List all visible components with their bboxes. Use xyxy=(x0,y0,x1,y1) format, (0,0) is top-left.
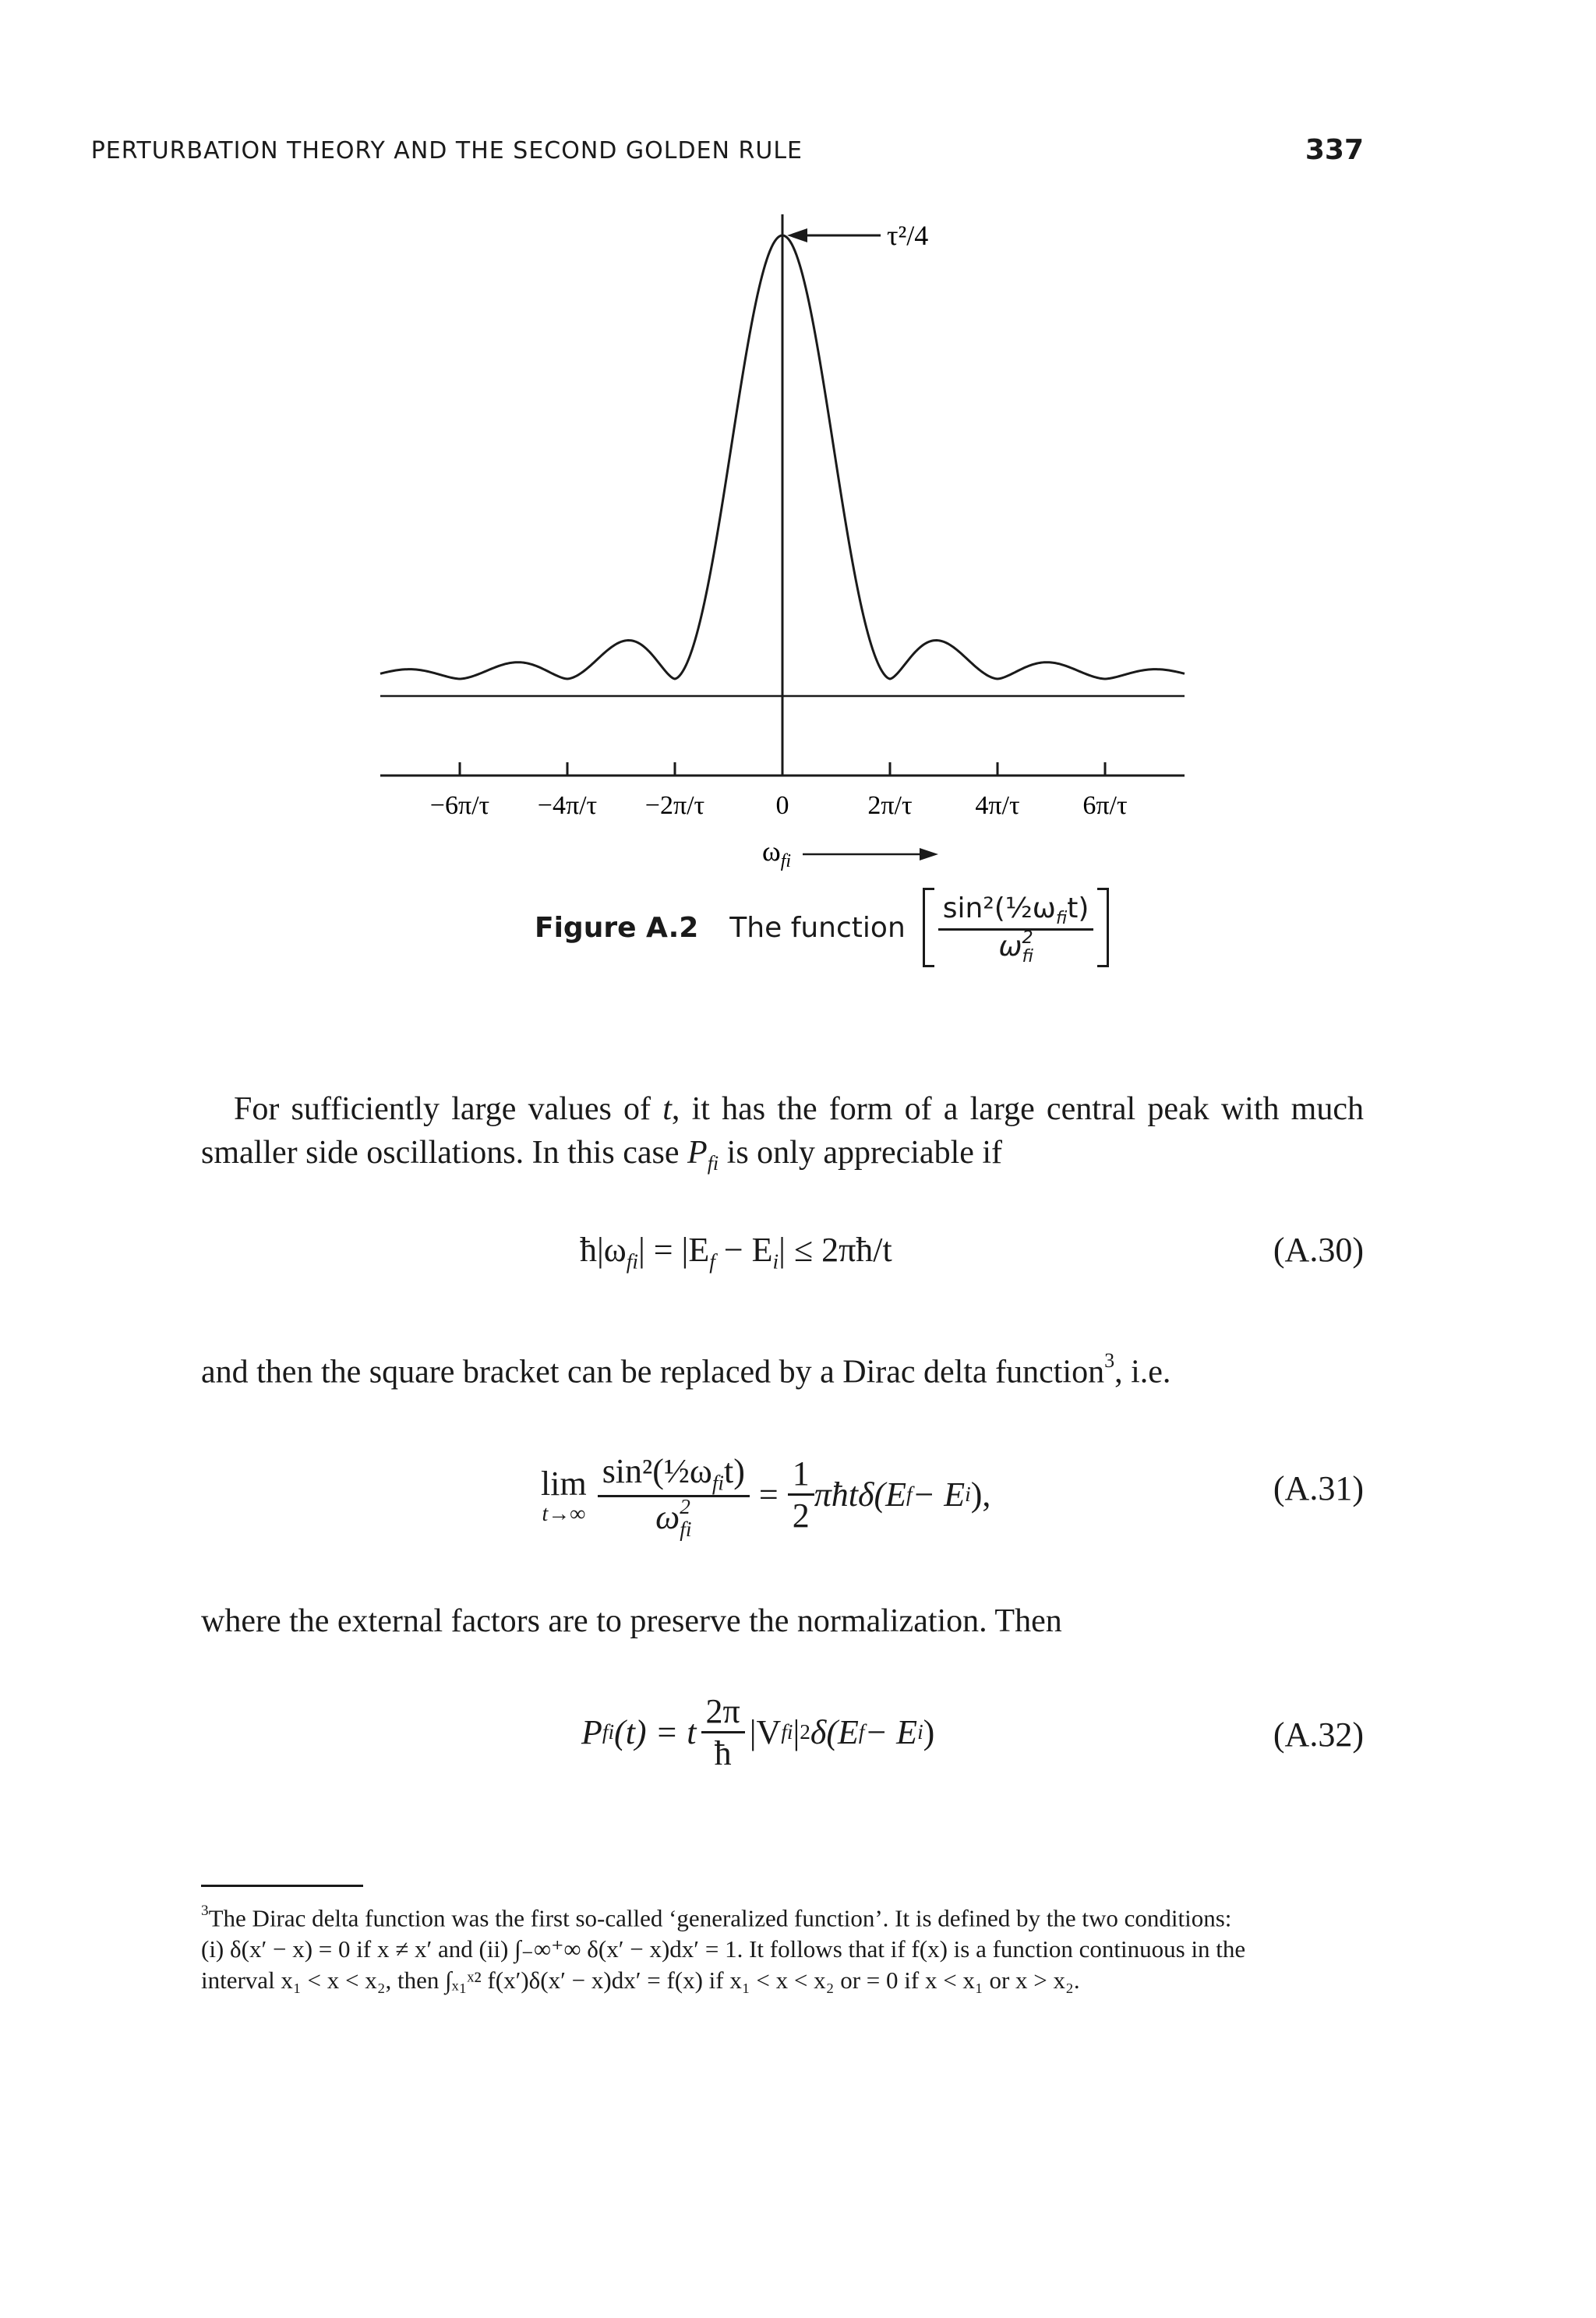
caption-fraction: $\sin^2(\frac{1}{2}\omega_{fi}t)$ ω 2 fi xyxy=(938,892,1094,963)
footnote-rule xyxy=(201,1885,363,1887)
equation-number-a30: (A.30) xyxy=(1273,1231,1364,1269)
caption-text: The function xyxy=(729,911,906,944)
tick-label: 2π/τ xyxy=(867,791,913,820)
axis-label: $\omega_{fi}$ xyxy=(762,836,792,871)
axis-arrowhead xyxy=(920,848,938,860)
equation-a32: P fi (t) = t $\frac{2\pi}{ħ}$ |V fi | 2 δ(E f − E i ) xyxy=(581,1691,935,1772)
caption-label: Figure A.2 xyxy=(535,911,699,944)
paragraph-3: where the external factors are to preserve the normalization. Then xyxy=(201,1603,1062,1639)
tick-label: −2π/τ xyxy=(644,791,705,820)
equation-number-a31: (A.31) xyxy=(1273,1469,1364,1507)
tick-label: −6π/τ xyxy=(429,791,490,820)
tick-label: −4π/τ xyxy=(537,791,598,820)
footnote: $^3$The Dirac delta function was the first so-called ‘generalized function’. It is defined by the two conditions: (i) δ(x′ − x) = 0 if x ≠ x′ and (ii) ∫₋∞⁺∞ δ(x′ − x)dx′ = 1. It follows that if f(x) is a function continuous in the interval x₁ < x < x₂, then ∫ₓ₁ˣ² f(x′)δ(x′ − x)dx′ = f(x) if x₁ < x < x₂ or = 0 if x < x₁ or x > x₂. xyxy=(201,1903,1246,1995)
paragraph-1: For sufficiently large values of t, it has the form of a large central peak with much smaller side oscillations. In this case $P_{fi}$ is only appreciable if xyxy=(201,1091,1364,1175)
footnote-mark: 3 xyxy=(201,1903,209,1919)
page-number: 337 xyxy=(1305,134,1364,166)
figure-a2-plot xyxy=(0,0,1596,889)
footnote-reference: 3 xyxy=(1104,1349,1115,1372)
paragraph-2: and then the square bracket can be replaced by a Dirac delta function$^3$, i.e. xyxy=(201,1349,1171,1390)
tick-label: 0 xyxy=(775,791,789,820)
equation-a31: lim t→∞ $\sin^2(\frac{1}{2}\omega_{fi}t)$ ω 2 fi = $\frac{1}{2}$ πħtδ(E f − E i ), xyxy=(541,1451,991,1541)
figure-caption xyxy=(535,881,1109,974)
running-title: PERTURBATION THEORY AND THE SECOND GOLDEN RULE xyxy=(90,137,803,164)
equation-number-a32: (A.32) xyxy=(1273,1716,1364,1754)
caption-bracket xyxy=(923,888,1110,967)
peak-label: τ²/4 xyxy=(887,220,929,251)
equation-a30: $ħ|\omega_{fi}| = |E_f - E_i|$ ≤ 2πħ/t xyxy=(580,1231,892,1274)
tick-label: 4π/τ xyxy=(975,791,1020,820)
tick-label: 6π/τ xyxy=(1082,791,1128,820)
